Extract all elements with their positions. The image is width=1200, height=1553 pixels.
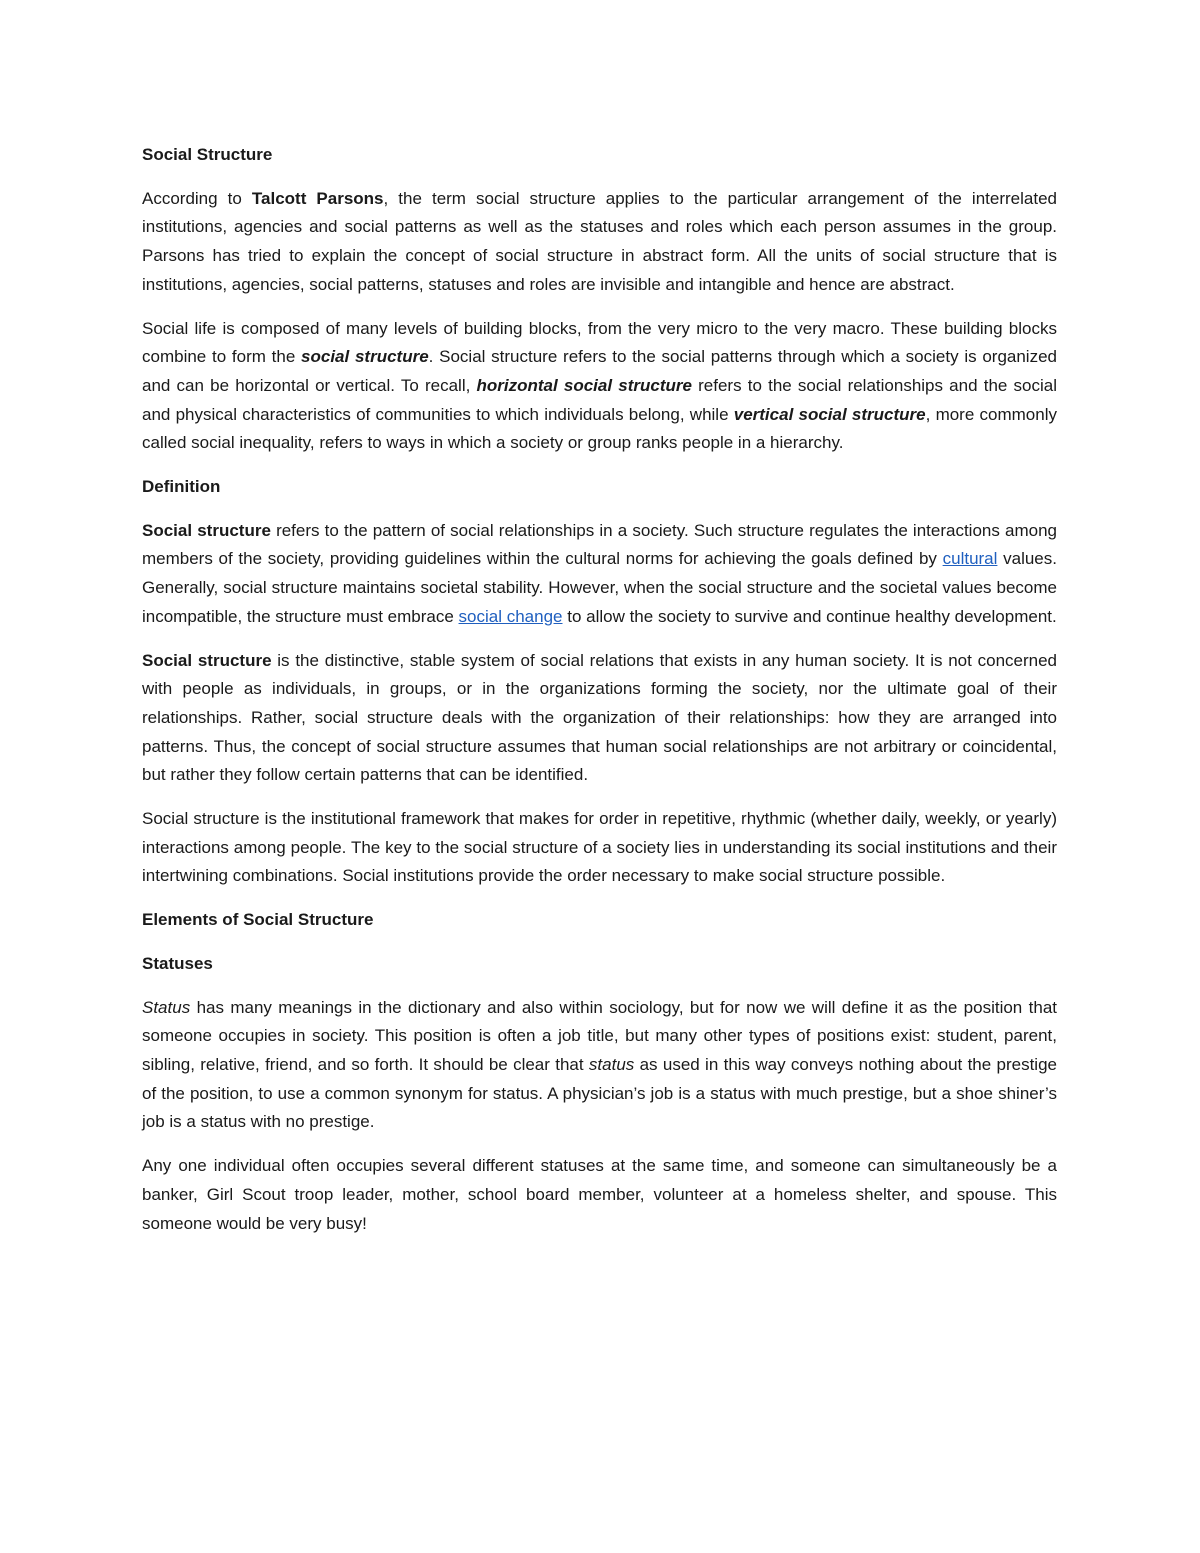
levels-text-1: Social life is composed of many levels of building blocks, from the very micro to the very macro. These building blocks combine to form the	[142, 318, 1057, 367]
distinctive-term: Social structure	[142, 650, 272, 670]
definition-text-3: to allow the society to survive and continue healthy development.	[562, 606, 1057, 626]
statuses-text-1: has many meanings in the dictionary and also within sociology, but for now we will define it as the position that someone occupies in society. This position is often a job title, but many other types of positions exist: student, parent, sibling, relative, friend, and so forth. It should be clear that	[142, 997, 1057, 1074]
term-horizontal-social-structure: horizontal social structure	[476, 375, 692, 395]
intro-paragraph	[142, 185, 1057, 300]
levels-text-2: . Social structure refers to the social patterns through which a society is organized and can be horizontal or vertical. To recall,	[142, 347, 1057, 395]
cultural-link[interactable]: cultural	[942, 549, 998, 569]
definition-text-1: refers to the pattern of social relationships in a society. Such structure regulates the interactions among members of the society, providing guidelines within the cultural norms for achieving the goals defined by	[142, 520, 1057, 569]
statuses-text-2: as used in this way conveys nothing about the prestige of the position, to use a common synonym for status. A physician’s job is a status with much prestige, but a shoe shiner’s job is a status with no prestige.	[142, 1054, 1057, 1132]
definition-paragraph	[142, 517, 1057, 632]
statuses-heading: Statuses	[142, 953, 213, 973]
talcott-parsons-name: Talcott Parsons	[251, 188, 384, 208]
distinctive-text: is the distinctive, stable system of social relations that exists in any human society. It is not concerned with people as individuals, in groups, or in the organizations forming the society, nor the ultimate goal of their relationships. Rather, social structure deals with the organization of their relationships: how they are arranged into patterns. Thus, the concept of social structure assumes that human social relationships are not arbitrary or coincidental, but rather they follow certain patterns that can be identified.	[142, 650, 1057, 785]
definition-heading: Definition	[142, 477, 221, 497]
levels-text-4: , more commonly called social inequality, refers to ways in which a society or group ranks people in a hierarchy.	[142, 404, 1057, 453]
status-term-1: Status	[142, 997, 191, 1017]
status-term-2: status	[588, 1054, 635, 1074]
intro-rest: , the term social structure applies to the particular arrangement of the interrelated institutions, agencies and social patterns as well as the statuses and roles which each person assumes in the group. Parsons has tried to explain the concept of social structure in abstract form. All the units of social structure that is institutions, agencies, social patterns, statuses and roles are invisible and intangible and hence are abstract.	[142, 188, 1057, 294]
term-social-structure: social structure	[301, 347, 429, 367]
term-vertical-social-structure: vertical social structure	[733, 404, 926, 424]
levels-paragraph	[142, 315, 1057, 459]
social-change-link[interactable]: social change	[458, 606, 563, 626]
document-title: Social Structure	[142, 145, 273, 164]
levels-text-3: refers to the social relationships and the social and physical characteristics of communities to which individuals belong, while	[142, 375, 1057, 424]
definition-term: Social structure	[142, 520, 271, 540]
distinctive-paragraph	[142, 647, 1057, 791]
framework-paragraph: Social structure is the institutional framework that makes for order in repetitive, rhythmic (whether daily, weekly, or yearly) interactions among people. The key to the social structure of a society lies in understanding its social institutions and their intertwining combinations. Social institutions provide the order necessary to make social structure possible.	[142, 809, 1057, 886]
elements-heading: Elements of Social Structure	[142, 910, 374, 930]
definition-text-2: values. Generally, social structure maintains societal stability. However, when the social structure and the societal values become incompatible, the structure must embrace	[142, 549, 1057, 626]
intro-lead: According to	[142, 188, 252, 208]
statuses-paragraph	[142, 994, 1057, 1138]
multiple-statuses-paragraph: Any one individual often occupies several different statuses at the same time, and someone can simultaneously be a banker, Girl Scout troop leader, mother, school board member, volunteer at a homeless shelter, and spouse. This someone would be very busy!	[142, 1156, 1057, 1233]
